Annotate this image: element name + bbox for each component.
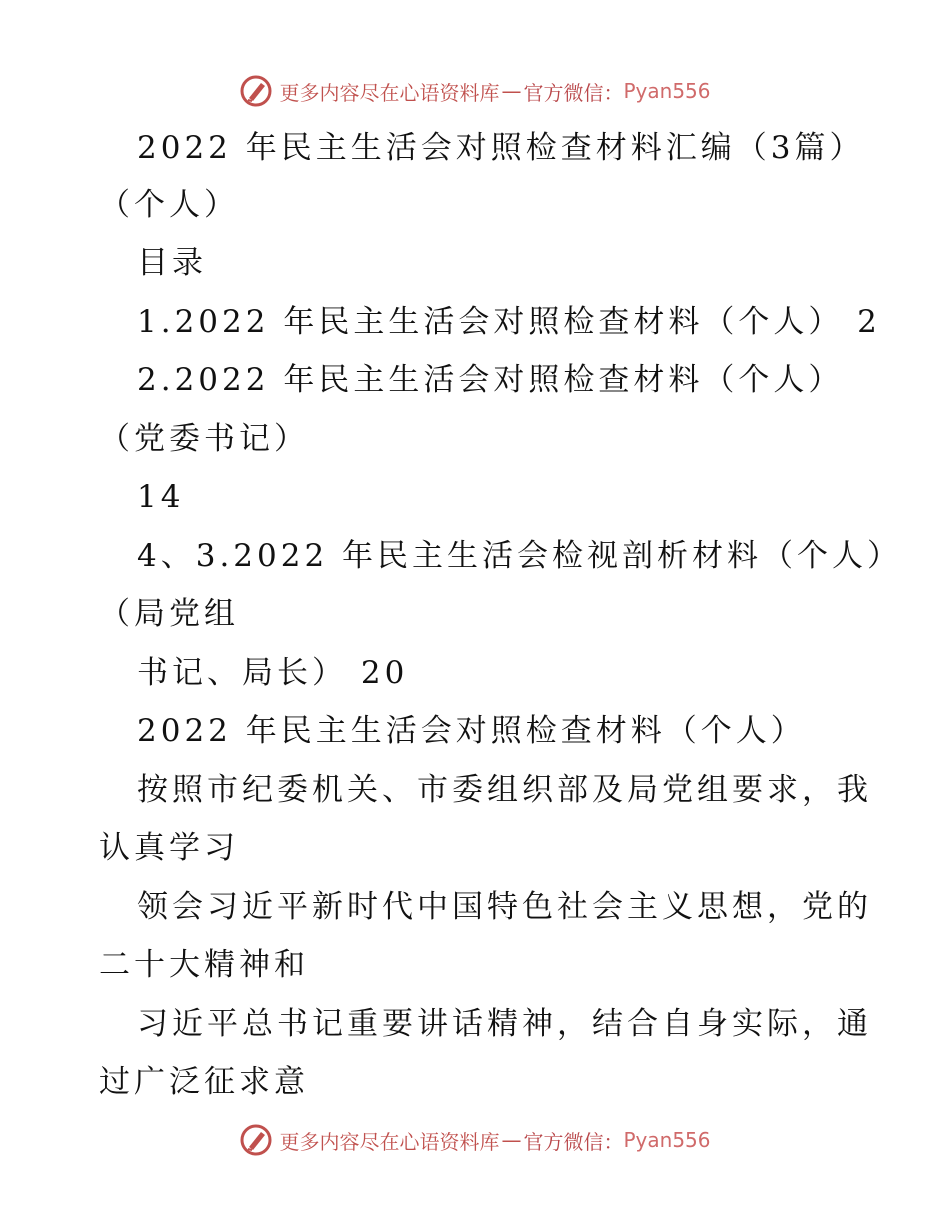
pen-seal-icon	[239, 1123, 273, 1157]
toc-item-2-cont: （党委书记）	[99, 421, 309, 457]
paragraph-line: 按照市纪委机关、市委组织部及局党组要求，我	[137, 772, 872, 808]
watermark-contact-label: 官方微信：	[523, 1129, 624, 1154]
watermark-contact-id: Pyan556	[623, 1128, 711, 1152]
toc-item-2: 2.2022 年民主生活会对照检查材料（个人）	[137, 362, 844, 398]
paragraph-line: 过广泛征求意	[99, 1064, 309, 1100]
watermark-text: 更多内容尽在心语资料库	[279, 80, 500, 105]
watermark-separator: —	[501, 1128, 522, 1152]
watermark-contact-label: 官方微信：	[523, 80, 624, 105]
footer-watermark	[0, 1120, 950, 1160]
watermark-contact-id: Pyan556	[623, 79, 711, 103]
pen-seal-icon	[239, 74, 273, 108]
toc-heading: 目录	[137, 245, 207, 281]
toc-item-2-page: 14	[137, 479, 185, 515]
toc-item-1: 1.2022 年民主生活会对照检查材料（个人） 2	[137, 304, 881, 340]
section-title: 2022 年民主生活会对照检查材料（个人）	[137, 713, 806, 749]
toc-item-3-cont2: 书记、局长） 20	[137, 655, 409, 691]
watermark-separator: —	[501, 79, 522, 103]
paragraph-line: 领会习近平新时代中国特色社会主义思想，党的	[137, 889, 872, 925]
toc-item-3: 4、3.2022 年民主生活会检视剖析材料（个人）	[137, 538, 903, 574]
document-title: 2022 年民主生活会对照检查材料汇编（3篇）	[137, 130, 865, 166]
header-watermark	[0, 71, 950, 111]
paragraph-line: 二十大精神和	[99, 947, 309, 983]
paragraph-line: 习近平总书记重要讲话精神，结合自身实际，通	[137, 1006, 872, 1042]
document-title-cont: （个人）	[99, 187, 239, 223]
paragraph-line: 认真学习	[99, 830, 239, 866]
toc-item-3-cont: （局党组	[99, 596, 239, 632]
watermark-text: 更多内容尽在心语资料库	[279, 1129, 500, 1154]
